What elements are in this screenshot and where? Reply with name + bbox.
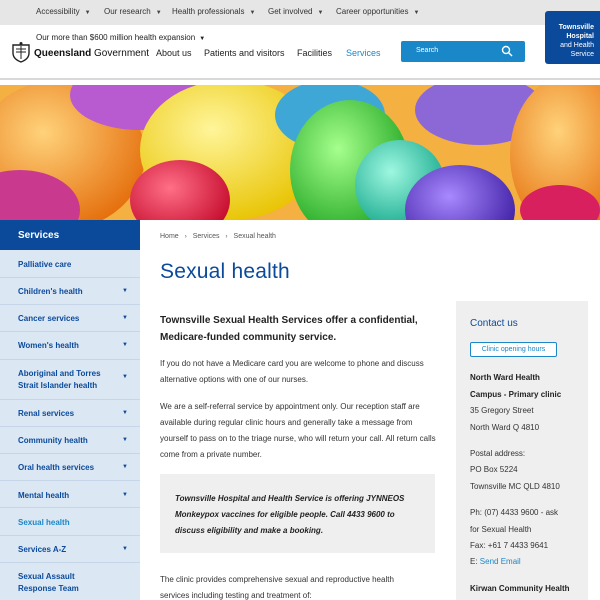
chevron-down-icon[interactable]: ▼: [122, 546, 128, 552]
chevron-down-icon[interactable]: ▼: [122, 437, 128, 443]
contact-panel: [456, 301, 588, 600]
sidebar-item-label: Palliative care: [18, 260, 72, 269]
breadcrumb-services[interactable]: Services: [192, 233, 220, 240]
clinic-hours-button[interactable]: Clinic opening hours: [470, 342, 557, 357]
hhs-logo-badge[interactable]: [545, 11, 600, 64]
chevron-down-icon: ▼: [317, 10, 324, 16]
utility-label: Health professionals: [172, 7, 245, 16]
expansion-dropdown[interactable]: [36, 33, 205, 42]
chevron-down-icon[interactable]: ▼: [122, 464, 128, 470]
chevron-down-icon: ▼: [84, 10, 91, 16]
chevron-down-icon[interactable]: ▼: [122, 288, 128, 294]
postal-suburb: Townsville MC QLD 4810: [470, 482, 560, 491]
sidebar-item-label: Children's health: [18, 287, 83, 296]
sidebar-item-label: Aboriginal and Torres Strait Islander health: [18, 369, 101, 390]
nav-facilities[interactable]: Facilities: [297, 48, 333, 58]
sidebar-item-mental-health[interactable]: [0, 481, 140, 508]
utility-item-research[interactable]: [104, 7, 162, 16]
breadcrumb-separator-icon: ›: [225, 234, 228, 240]
site-header: [0, 25, 600, 80]
phone-line-1: Ph: (07) 4433 9600 - ask: [470, 508, 559, 517]
breadcrumb-current: Sexual health: [233, 233, 276, 240]
suburb-address: North Ward Q 4810: [470, 423, 540, 432]
utility-label: Accessibility: [36, 7, 80, 16]
brand-bold: Queensland: [34, 48, 92, 59]
utility-item-accessibility[interactable]: [36, 7, 91, 16]
nav-patients-visitors[interactable]: Patients and visitors: [204, 48, 285, 58]
fax-number: Fax: +61 7 4433 9641: [470, 541, 549, 550]
phone-line-2: for Sexual Health: [470, 525, 532, 534]
sidebar-item-renal-services[interactable]: [0, 400, 140, 427]
monkeypox-callout: [160, 474, 435, 553]
sidebar-item-sexual-health[interactable]: [0, 508, 140, 536]
sidebar-item-label: Cancer services: [18, 314, 80, 323]
utility-item-careers[interactable]: [336, 7, 419, 16]
sidebar-item-label: Renal services: [18, 409, 75, 418]
body-paragraph-medicare: If you do not have a Medicare card you are welcome to phone and discuss alternative options with one of our nurses.: [160, 359, 424, 384]
chevron-down-icon[interactable]: ▼: [122, 315, 128, 321]
chevron-down-icon: ▼: [199, 36, 206, 42]
sidebar-item-label: Sexual health: [18, 518, 70, 527]
expansion-label: Our more than $600 million health expansion: [36, 33, 196, 42]
chevron-down-icon[interactable]: ▼: [122, 492, 128, 498]
sidebar-nav: [0, 250, 140, 600]
hero-banner-image: [0, 85, 600, 220]
lead-paragraph: Townsville Sexual Health Services offer a confidential, Medicare-funded community service.: [160, 315, 418, 343]
sidebar-item-label: Oral health services: [18, 463, 95, 472]
utility-item-get-involved[interactable]: [268, 7, 323, 16]
search-icon[interactable]: [501, 45, 513, 57]
chevron-down-icon[interactable]: ▼: [122, 342, 128, 348]
sidebar-item-label: Community health: [18, 436, 88, 445]
utility-label: Get involved: [268, 7, 313, 16]
queensland-crest-icon[interactable]: [10, 41, 32, 63]
sidebar-item-label: Mental health: [18, 491, 70, 500]
sidebar-item-sexual-assault-response[interactable]: [0, 563, 140, 600]
body-paragraph-referral: We are a self-referral service by appointment only. Our reception staff are available during regular clinic hours and generally take a message from yourself to pass on to the triage nurse, who will return your call. All return calls come from a private number.: [160, 402, 436, 459]
utility-label: Career opportunities: [336, 7, 409, 16]
sidebar-item-childrens-health[interactable]: [0, 278, 140, 305]
sidebar-item-cancer-services[interactable]: [0, 305, 140, 332]
email-line: [470, 557, 521, 566]
contact-title: Contact us: [470, 318, 518, 329]
page-title: Sexual health: [160, 260, 290, 283]
utility-bar: [0, 0, 600, 25]
utility-label: Our research: [104, 7, 151, 16]
utility-item-health-professionals[interactable]: [172, 7, 255, 16]
sidebar-item-label: Sexual Assault Response Team: [18, 572, 79, 593]
hhs-line-1: Townsville Hospital: [558, 24, 594, 40]
nav-services[interactable]: Services: [346, 48, 381, 58]
chevron-down-icon[interactable]: ▼: [122, 410, 128, 416]
sidebar-item-womens-health[interactable]: [0, 332, 140, 360]
sidebar-item-community-health[interactable]: [0, 427, 140, 454]
breadcrumb-separator-icon: ›: [184, 234, 187, 240]
sidebar-item-services-a-z[interactable]: [0, 536, 140, 563]
email-prefix: E:: [470, 557, 480, 566]
chevron-down-icon: ▼: [413, 10, 420, 16]
campus-name-line-1: North Ward Health: [470, 373, 540, 382]
chevron-down-icon: ▼: [249, 10, 256, 16]
hhs-line-2: and Health Service: [560, 42, 594, 58]
breadcrumb-home[interactable]: Home: [160, 233, 179, 240]
breadcrumb: [160, 233, 276, 240]
chevron-down-icon: ▼: [155, 10, 162, 16]
sidebar-item-oral-health[interactable]: [0, 454, 140, 481]
sidebar-item-palliative-care[interactable]: [0, 250, 140, 278]
callout-text: Townsville Hospital and Health Service is offering JYNNEOS Monkeypox vaccines for eligible people. Call 4433 9600 to discuss eligibility and make a booking.: [175, 494, 405, 535]
postal-label: Postal address:: [470, 449, 526, 458]
street-address: 35 Gregory Street: [470, 406, 534, 415]
body-paragraph-clinic-services: The clinic provides comprehensive sexual and reproductive health services including testing and treatment of:: [160, 575, 394, 600]
po-box: PO Box 5224: [470, 465, 518, 474]
search-input[interactable]: Search: [416, 47, 439, 54]
campus-name-line-2: Campus - Primary clinic: [470, 390, 562, 399]
search-box[interactable]: [401, 41, 525, 62]
sidebar-item-label: Women's health: [18, 341, 79, 350]
brand-rest: Government: [91, 48, 150, 59]
send-email-link[interactable]: Send Email: [479, 557, 521, 566]
sidebar-item-aboriginal-health[interactable]: [0, 360, 140, 400]
sidebar-item-label: Services A-Z: [18, 545, 67, 554]
sidebar-title[interactable]: Services: [0, 220, 140, 250]
nav-about-us[interactable]: About us: [156, 48, 192, 58]
kirwan-campus-heading: Kirwan Community Health: [470, 584, 570, 593]
chevron-down-icon[interactable]: ▼: [122, 374, 128, 380]
brand-wordmark[interactable]: [34, 48, 149, 59]
